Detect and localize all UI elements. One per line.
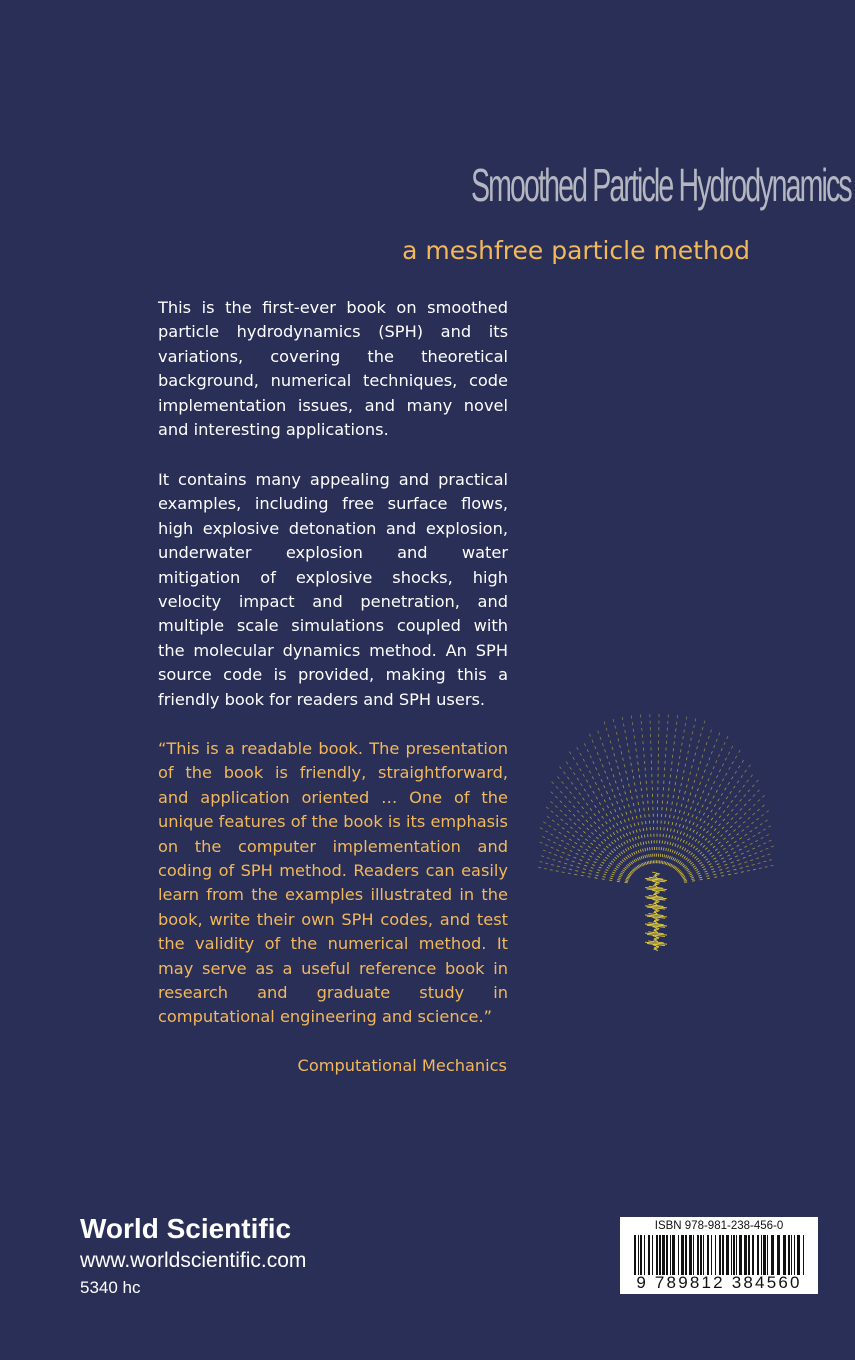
description-paragraph-2: It contains many appealing and practical examples, including free surface flows, high explosive detonation and explosion, underwater explosion and water mitigation of explosive shocks, high velocity impact and penetration, and multiple scale simulations coupled with the molecular dynamics method. An SPH source code is provided, making this a friendly book for readers and SPH users. xyxy=(158,470,508,709)
particle-simulation-figure xyxy=(528,672,788,952)
quote-source: Computational Mechanics xyxy=(297,1056,507,1075)
product-code: 5340 hc xyxy=(80,1278,141,1297)
isbn-digits: 9 789812 384560 xyxy=(636,1273,802,1292)
isbn-barcode-box xyxy=(620,1217,818,1294)
publisher-name: World Scientific xyxy=(80,1213,292,1244)
book-title: Smoothed Particle Hydrodynamics xyxy=(471,159,851,211)
publisher-url[interactable]: www.worldscientific.com xyxy=(80,1249,307,1272)
isbn-label: ISBN 978-981-238-456-0 xyxy=(654,1220,784,1232)
review-quote: “This is a readable book. The presentation of the book is friendly, straightforward, and application oriented … One of the unique features of the book is its emphasis on the computer implementation and coding of SPH method. Readers can easily learn from the examples illustrated in the book, write their own SPH codes, and test the validity of the numerical method. It may serve as a useful reference book in research and graduate study in computational engineering and science.” xyxy=(158,739,508,1027)
description-paragraph-1: This is the first-ever book on smoothed particle hydrodynamics (SPH) and its variations, covering the theoretical background, numerical techniques, code implementation issues, and many novel and interesting applications. xyxy=(158,298,508,440)
barcode-icon xyxy=(634,1235,806,1275)
book-subtitle: a meshfree particle method xyxy=(402,236,750,265)
